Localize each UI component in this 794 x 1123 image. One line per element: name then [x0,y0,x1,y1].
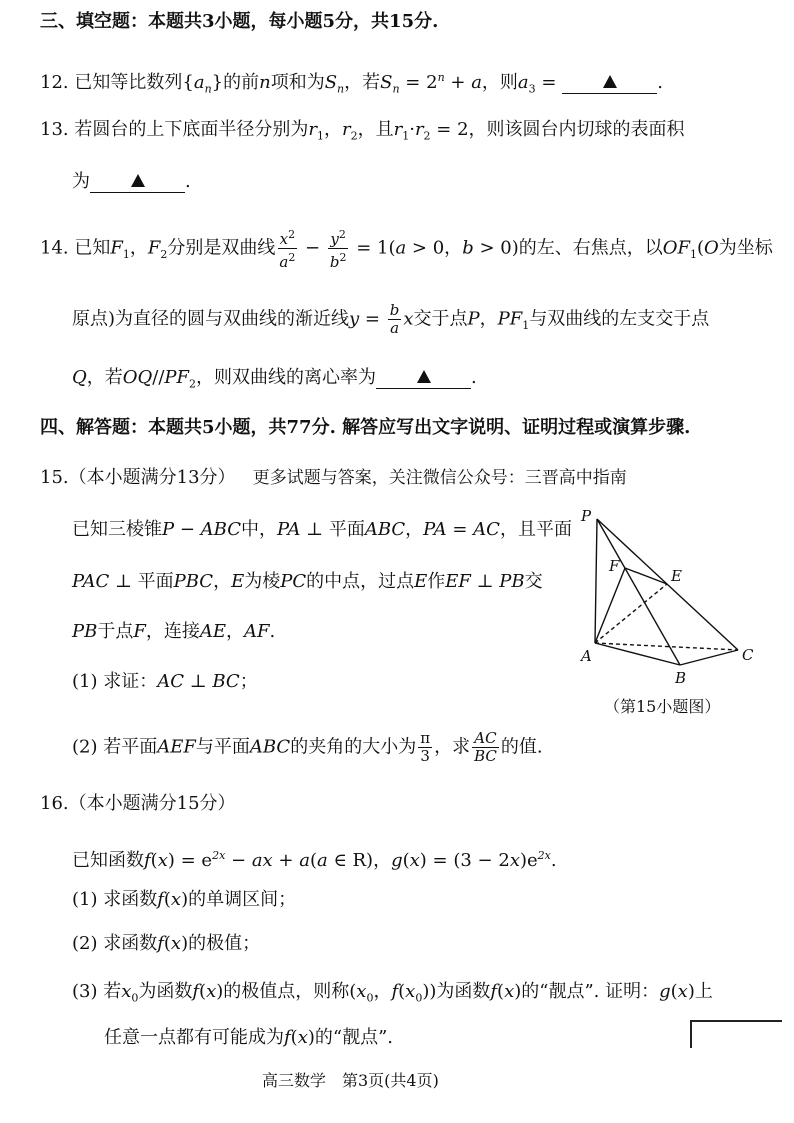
edge-BC [680,650,738,665]
segment-EF [625,568,667,584]
label-F: F [609,557,620,575]
triangle-icon [417,370,431,383]
question-15-line-1: 已知三棱锥P − ABC中，PA ⊥ 平面ABC，PA = AC，且平面 [72,519,572,540]
q13-answer-blank[interactable] [90,168,185,193]
question-14-line-3: Q，若$OQ//PF_2$，则双曲线的离心率为 . [72,366,477,397]
question-14-line-2: 原点)为直径的圆与双曲线的渐近线y = $\frac{b}{a}$ x交于点P，$PF_1$与双曲线的左支交于点 [72,301,710,337]
question-15-line-2: PAC ⊥ 平面PBC，E为棱PC的中点，过点E作EF ⊥ PB交 [72,571,543,592]
label-P: P [581,507,592,525]
question-15-line-3: PB于点F，连接AE，AF. [72,621,276,642]
question-16-part-3: (3) 若$x_0$为函数f(x)的极值点，则称($x_0$，$f(x_0)$)为函数f(x)的“靓点”. 证明：g(x)上 [72,981,713,1005]
section-4-title: 四、解答题：本题共5小题，共77分. 解答应写出文字说明、证明过程或演算步骤. [40,417,691,438]
section-3-title: 三、填空题：本题共3小题，每小题5分，共15分. [40,11,439,32]
pyramid-figure [575,505,765,685]
q14-answer-blank[interactable] [376,364,471,389]
label-C: C [742,646,754,664]
question-15-part-1: (1) 求证：AC ⊥ BC； [72,671,258,692]
segment-AE [595,584,667,643]
question-14-line-1: 14. 已知$F_1$，$F_2$分别是双曲线 $\frac{x^2}{a^2}$ − $\frac{y^2}{b^2}$ = 1(a > 0，b > 0)的左、右焦点，以$OF_1(O$为坐标 [40,228,773,271]
promo-text: 更多试题与答案，关注微信公众号：三晋高中指南 [252,468,627,488]
question-16-part-3-line-2: 任意一点都有可能成为f(x)的“靓点”. [104,1027,394,1048]
page-footer: 高三数学 第3页(共4页) [262,1071,439,1090]
question-15-header: 15.（本小题满分13分） 更多试题与答案，关注微信公众号：三晋高中指南 [40,467,627,488]
figure-caption: （第15小题图） [604,697,721,716]
question-16-part-2: (2) 求函数f(x)的极值； [72,933,261,954]
label-E: E [671,567,682,585]
question-12: 12. 已知等比数列$\{a_n\}$的前n项和为$S_n$，若$S_n = 2^n + a$，则$a_3$ = . [40,71,663,96]
label-A: A [581,647,592,665]
question-16-line-1: 已知函数$f(x) = e^{2x}$ − ax + a(a ∈ R)，$g(x) = (3 - 2x)e^{2x}$. [72,849,557,871]
segment-AF [595,568,625,643]
corner-mark [690,1020,782,1048]
question-16-part-1: (1) 求函数f(x)的单调区间； [72,889,297,910]
question-15-part-2: (2) 若平面AEF与平面ABC的夹角的大小为 $\frac{\pi}{3}$ ，求 $\frac{AC}{BC}$ 的值. [72,729,543,765]
q12-number: 12. [40,72,69,93]
label-B: B [675,669,687,685]
question-13-line-2: 为 . [72,170,191,195]
question-13: 13. 若圆台的上下底面半径分别为$r_1$，$r_2$，且$r_1\cdot r_2 = 2$，则该圆台内切球的表面积 [40,119,685,143]
triangle-icon [131,174,145,187]
triangle-icon [603,75,617,88]
q12-answer-blank[interactable] [562,69,657,94]
edge-PA [595,519,597,643]
question-16-header: 16.（本小题满分15分） [40,793,236,814]
